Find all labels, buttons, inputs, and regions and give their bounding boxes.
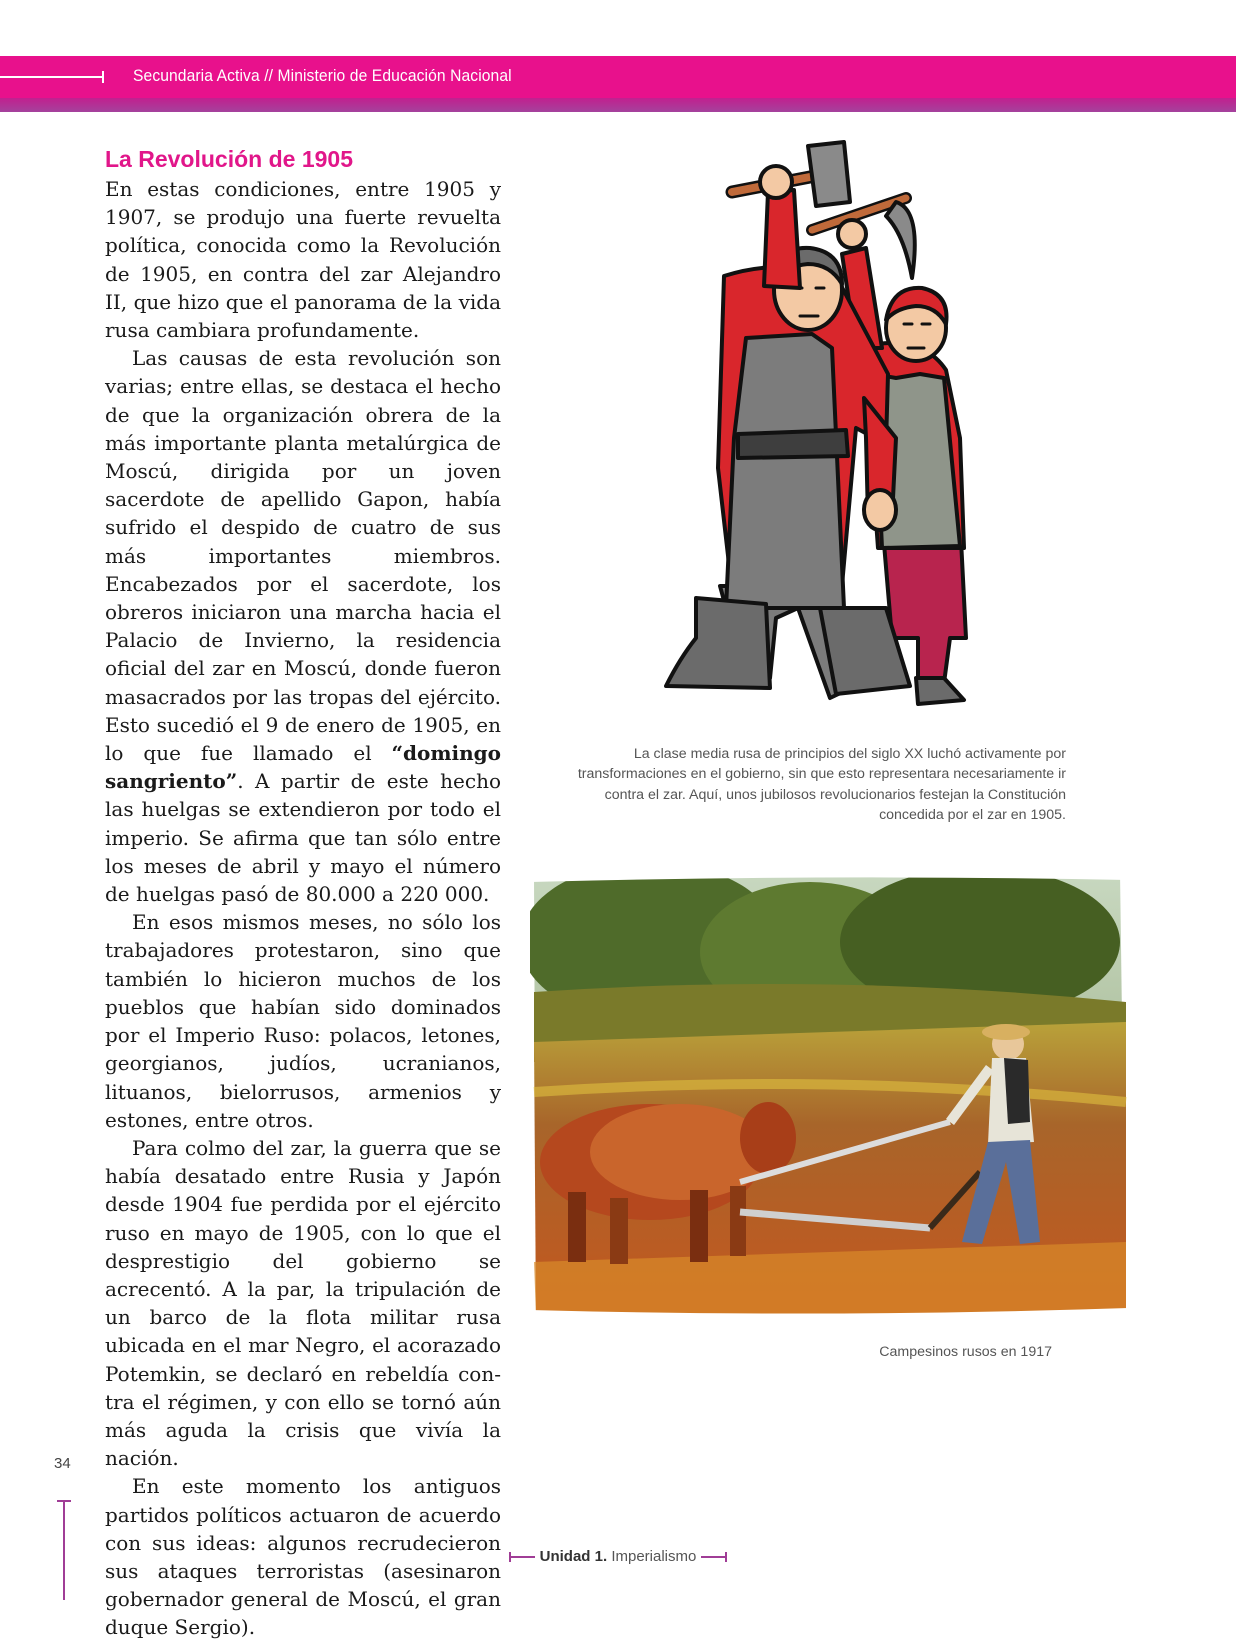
paragraph-2 [105,344,501,908]
paragraph-2-text: Las causas de esta revolución son varias; entre ellas, se destaca el hecho de que la organización obrera de la más importante planta metalúrgica de Moscú, dirigida por un joven sacerdote de apellido Gapon, había sufrido el despido de cuatro de sus más importantes miembros. Encabezados por el sacerdote, los obreros iniciaron una marcha hacia el Palacio de Invierno, la residencia oficial del zar en Moscú, donde fueron masacrados por las tropas del ejército. Esto sucedió el 9 de enero de 1905, en lo que fue llamado el [105,346,501,766]
header-stripe [0,98,1236,112]
workers-illustration [660,138,1010,716]
footer-bar-right [701,1556,727,1558]
unit-label: Unidad 1. [539,1548,608,1565]
paragraph-5: En este momento los antiguos partidos políticos actuaron de acuerdo con sus ideas: algunos recrudecieron sus ataques terroristas (asesinaron gobernador general de Moscú, el gran duque Sergio). [105,1474,501,1640]
footer [0,1548,1236,1565]
paragraph-3: En esos mismos meses, no sólo los trabajadores protestaron, sino que también lo hicieron muchos de los pueblos que habían sido dominados por el Imperio Ruso: polacos, letones, georgianos, judíos, ucranianos, lituanos, bielorrusos, armenios y estones, entre otros. [105,910,501,1132]
unit-name: Imperialismo [611,1548,697,1565]
workers-caption: La clase media rusa de principios del siglo XX luchó activamente por transformaciones en el gobierno, sin que esto representara necesariamente ir contra el zar. Aquí, unos jubilosos revolucionarios festejan la Constitución concedida por el zar en 1905. [577,746,1066,823]
bloody-sunday-term: “domingo sangriento” [105,741,501,794]
header-rule-tick [102,71,104,83]
paragraph-1: En estas condiciones, entre 1905 y 1907, se produjo una fuerte revuelta política, conocida como la Revolución de 1905, en contra del zar Alejandro II, que hizo que el panorama de la vida rusa cambiara profundamente. [105,177,501,343]
footer-bar-left [509,1556,535,1558]
peasants-painting [530,872,1128,1316]
paragraph-4: Para colmo del zar, la guerra que se había desatado entre Rusia y Japón desde 1904 fue perdida por el ejército ruso en mayo de 1905, con lo que el desprestigio del gobierno se acrecentó. A la par, la tripulación de un barco de la flota militar rusa ubicada en el mar Negro, el acorazado Potemkin, se declaró en rebeldía contra el régimen, y con ello se tornó aún más aguda la crisis que vivía la nación. [105,1135,501,1471]
page-number: 34 [54,1455,71,1472]
header-title: Secundaria Activa // Ministerio de Educación Nacional [133,66,512,85]
header-rule [0,76,104,78]
section-title: La Revolución de 1905 [105,146,353,172]
article [105,144,501,1642]
paragraph-2-text-end: . A partir de este hecho las huelgas se extendieron por todo el imperio. Se afirma que tan sólo entre los meses de abril y mayo el número de huelgas pasó de 80.000 a 220 000. [105,769,501,907]
peasants-caption: Campesinos rusos en 1917 [879,1344,1052,1360]
